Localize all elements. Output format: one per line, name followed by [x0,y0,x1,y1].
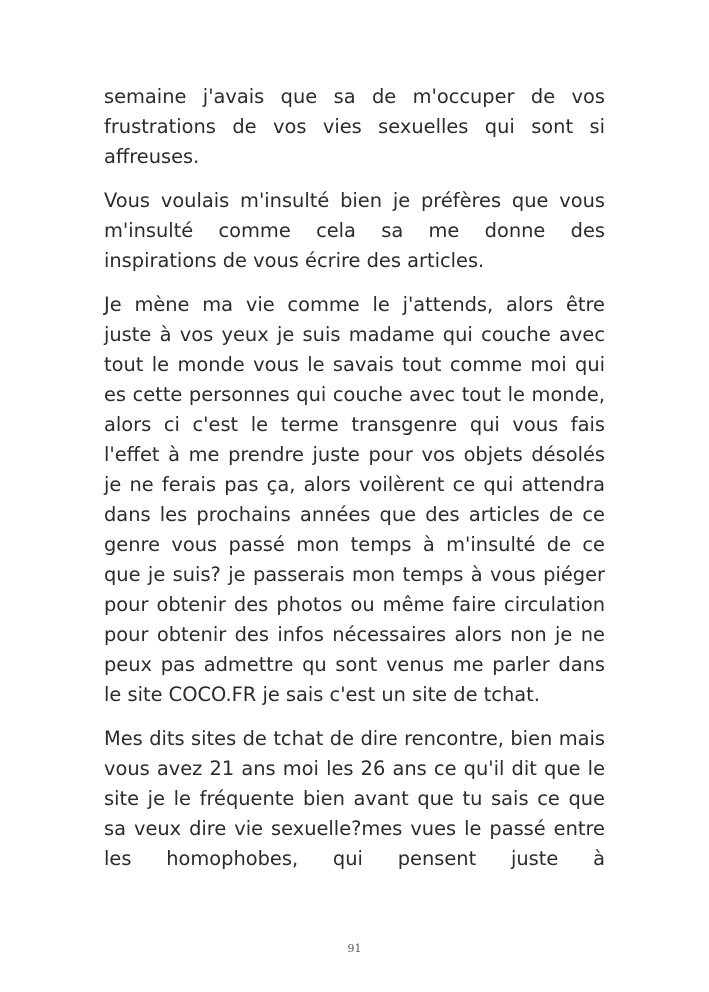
paragraph-4: Mes dits sites de tchat de dire rencontre, bien mais vous avez 21 ans moi les 26 ans ce qu'il dit que le site je le fréquente bien avant que tu sais ce que sa veux dire vie sexuelle?mes vues le passé entre les homophobes, qui pensent juste à [104,727,605,870]
paragraph-3: Je mène ma vie comme le j'attends, alors être juste à vos yeux je suis madame qui couche avec tout le monde vous le savais tout comme moi qui es cette personnes qui couche avec tout le monde, alors ci c'est le terme transgenre qui vous fais l'effet à me prendre juste pour vos objets désolés je ne ferais pas ça, alors voilèrent ce qui attendra dans les prochains années que des articles de ce genre vous passé mon temps à m'insulté de ce que je suis? je passerais mon temps à vous piéger pour obtenir des photos ou même faire circulation pour obtenir des infos nécessaires alors non je ne peux pas admettre qu sont venus me parler dans le site COCO.FR je sais c'est un site de tchat. [104,293,605,706]
body-text [104,82,605,888]
page-number: 91 [347,942,362,955]
paragraph-1: semaine j'avais que sa de m'occuper de vos frustrations de vos vies sexuelles qui sont si affreuses. [104,85,605,168]
paragraph-2: Vous voulais m'insulté bien je préfères que vous m'insulté comme cela sa me donne des inspirations de vous écrire des articles. [104,189,605,272]
